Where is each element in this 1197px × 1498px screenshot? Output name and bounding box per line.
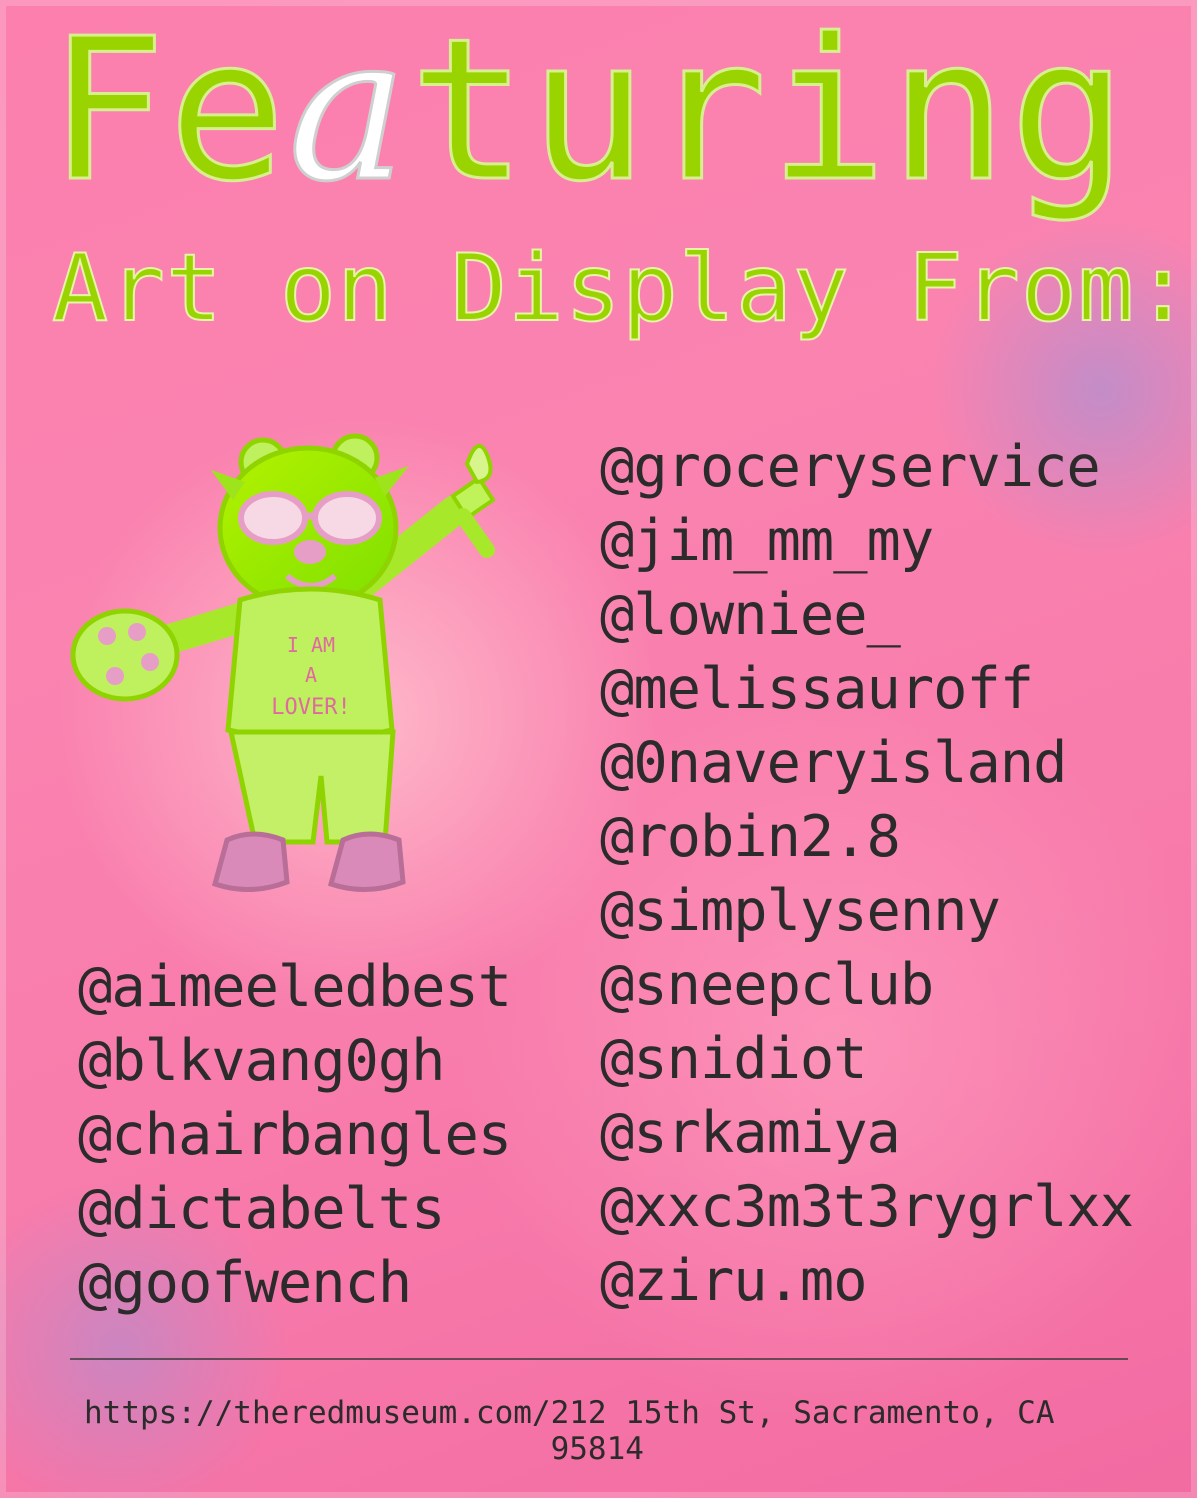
headline-part-1: Fe <box>48 0 289 225</box>
list-item[interactable]: @lowniee_ <box>600 582 900 648</box>
list-item[interactable]: @goofwench <box>78 1250 412 1316</box>
list-item[interactable]: @chairbangles <box>78 1102 512 1168</box>
list-item[interactable]: @srkamiya <box>600 1100 900 1166</box>
svg-text:A: A <box>304 663 318 687</box>
mascot-illustration <box>55 400 565 930</box>
list-item[interactable]: @dictabelts <box>78 1176 445 1242</box>
page-title <box>48 0 1158 226</box>
list-item[interactable]: @jim_mm_my <box>600 508 934 574</box>
headline-part-2: turing <box>409 0 1130 225</box>
list-item[interactable]: @0naveryisland <box>600 730 1067 796</box>
svg-text:I AM: I AM <box>286 633 336 657</box>
address-text: 212 15th St, Sacramento, CA 95814 <box>550 1395 1055 1467</box>
headline-cursive-a: a <box>288 0 410 226</box>
list-item[interactable]: @ziru.mo <box>600 1248 867 1314</box>
footer <box>70 1395 1128 1467</box>
list-item[interactable]: @simplysenny <box>600 878 1000 944</box>
headline-block <box>48 0 1158 250</box>
footer-divider <box>70 1358 1128 1360</box>
list-item[interactable]: @sneepclub <box>600 952 934 1018</box>
list-item[interactable]: @robin2.8 <box>600 804 900 870</box>
list-item[interactable]: @xxc3m3t3rygrlxx <box>600 1174 1134 1240</box>
list-item[interactable]: @aimeeledbest <box>78 954 512 1020</box>
subtitle: Art on Display From: <box>52 234 1192 342</box>
svg-text:LOVER!: LOVER! <box>271 695 351 720</box>
handle-list-right <box>600 430 1133 1318</box>
list-item[interactable]: @groceryservice <box>600 434 1100 500</box>
website-link[interactable]: https://theredmuseum.com/ <box>84 1395 551 1431</box>
list-item[interactable]: @snidiot <box>600 1026 867 1092</box>
handle-list-left <box>78 950 511 1320</box>
list-item[interactable]: @blkvang0gh <box>78 1028 445 1094</box>
list-item[interactable]: @melissauroff <box>600 656 1034 722</box>
